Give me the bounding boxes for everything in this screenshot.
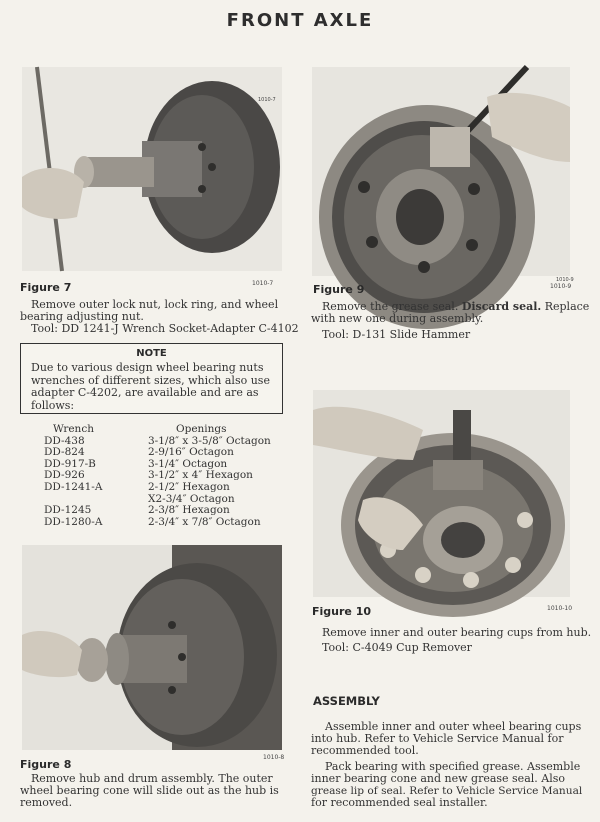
- figure-9-photo: [312, 67, 574, 283]
- table-row: [44, 505, 284, 517]
- fig10-tool: Tool: C-4049 Cup Remover: [322, 641, 472, 654]
- openings-cell: X2-3/4″ Octagon: [148, 492, 235, 505]
- figure-7-photo: [22, 67, 282, 271]
- fig9-tool: Tool: D-131 Slide Hammer: [322, 328, 471, 341]
- svg-text:1010-7: 1010-7: [258, 97, 276, 103]
- openings-cell: 2-1/2″ Hexagon: [148, 480, 230, 493]
- assembly-p2-line: for recommended seal installer.: [311, 796, 488, 809]
- fig8-line2: wheel bearing cone will slide out as the hub is: [20, 784, 279, 797]
- wrench-cell: DD-824: [44, 446, 85, 459]
- fig9-line2: with new one during assembly.: [311, 312, 484, 325]
- table-header-row: [44, 424, 284, 436]
- fig10-line1: Remove inner and outer bearing cups from hub.: [322, 626, 592, 639]
- header-openings: Openings: [176, 423, 227, 435]
- page-title: FRONT AXLE: [226, 10, 374, 31]
- openings-cell: 2-9/16″ Octagon: [148, 446, 234, 459]
- note-line: adapter C-4202, are available and are as: [31, 386, 259, 399]
- note-title: NOTE: [136, 348, 167, 359]
- wrench-cell: DD-1280-A: [44, 515, 103, 528]
- openings-cell: 3-1/8″ x 3-5/8″ Octagon: [148, 434, 271, 447]
- fig7-line2: bearing adjusting nut.: [20, 310, 144, 323]
- table-row: [44, 517, 284, 529]
- figure-7-label: Figure 7: [20, 281, 72, 294]
- figure-10-label: Figure 10: [312, 605, 372, 618]
- openings-cell: 2-3/4″ x 7/8″ Octagon: [148, 515, 261, 528]
- figure-8-label: Figure 8: [20, 758, 72, 771]
- figure-10-photo: [313, 390, 570, 597]
- wrench-cell: DD-917-B: [44, 457, 96, 470]
- fig7-line1: Remove outer lock nut, lock ring, and wheel: [31, 298, 279, 311]
- figure-8-code: 1010-8: [263, 754, 285, 761]
- openings-cell: 2-3/8″ Hexagon: [148, 504, 230, 517]
- fig9-text: Replace: [541, 300, 590, 313]
- figure-7-code: 1010-7: [252, 280, 274, 287]
- assembly-heading: ASSEMBLY: [313, 694, 380, 708]
- figure-10-code: 1010-10: [547, 605, 573, 612]
- figure-9-label: Figure 9: [313, 283, 365, 296]
- wrench-cell: DD-926: [44, 469, 85, 482]
- wrench-cell: DD-438: [44, 434, 85, 447]
- assembly-p1-line: into hub. Refer to Vehicle Service Manual for: [311, 732, 564, 745]
- fig8-line1: Remove hub and drum assembly. The outer: [31, 772, 273, 785]
- wrench-cell: DD-1241-A: [44, 480, 103, 493]
- wrench-cell: DD-1245: [44, 504, 92, 517]
- note-line: wrenches of different sizes, which also use: [31, 373, 270, 387]
- figure-8-photo: [22, 545, 282, 750]
- assembly-p1-line: recommended tool.: [311, 744, 419, 757]
- note-text: [31, 362, 274, 412]
- assembly-p1-line: Assemble inner and outer wheel bearing cups: [325, 720, 582, 733]
- assembly-p2-line: inner bearing cone and new grease seal. Also: [311, 772, 565, 785]
- fig8-line3: removed.: [20, 796, 73, 809]
- fig9-text: Remove the grease seal.: [322, 300, 462, 313]
- note-line: follows:: [31, 398, 75, 412]
- wrench-table: [44, 424, 284, 528]
- openings-cell: 3-1/4″ Octagon: [148, 457, 228, 470]
- note-box: [20, 343, 283, 414]
- assembly-p2-line: Pack bearing with specified grease. Assemble: [325, 760, 581, 773]
- fig7-tool: Tool: DD 1241-J Wrench Socket-Adapter C-4102: [31, 322, 299, 335]
- svg-text:1010-9: 1010-9: [556, 277, 574, 283]
- header-wrench: Wrench: [53, 423, 94, 435]
- note-line: Due to various design wheel bearing nuts: [31, 361, 264, 374]
- figure-9-code: 1010-9: [550, 283, 572, 290]
- table-row: [44, 482, 284, 494]
- openings-cell: 3-1/2″ x 4″ Hexagon: [148, 469, 253, 482]
- fig9-bold-text: Discard seal.: [461, 300, 542, 313]
- assembly-p2-line: grease lip of seal. Refer to Vehicle Service Manual: [311, 785, 583, 797]
